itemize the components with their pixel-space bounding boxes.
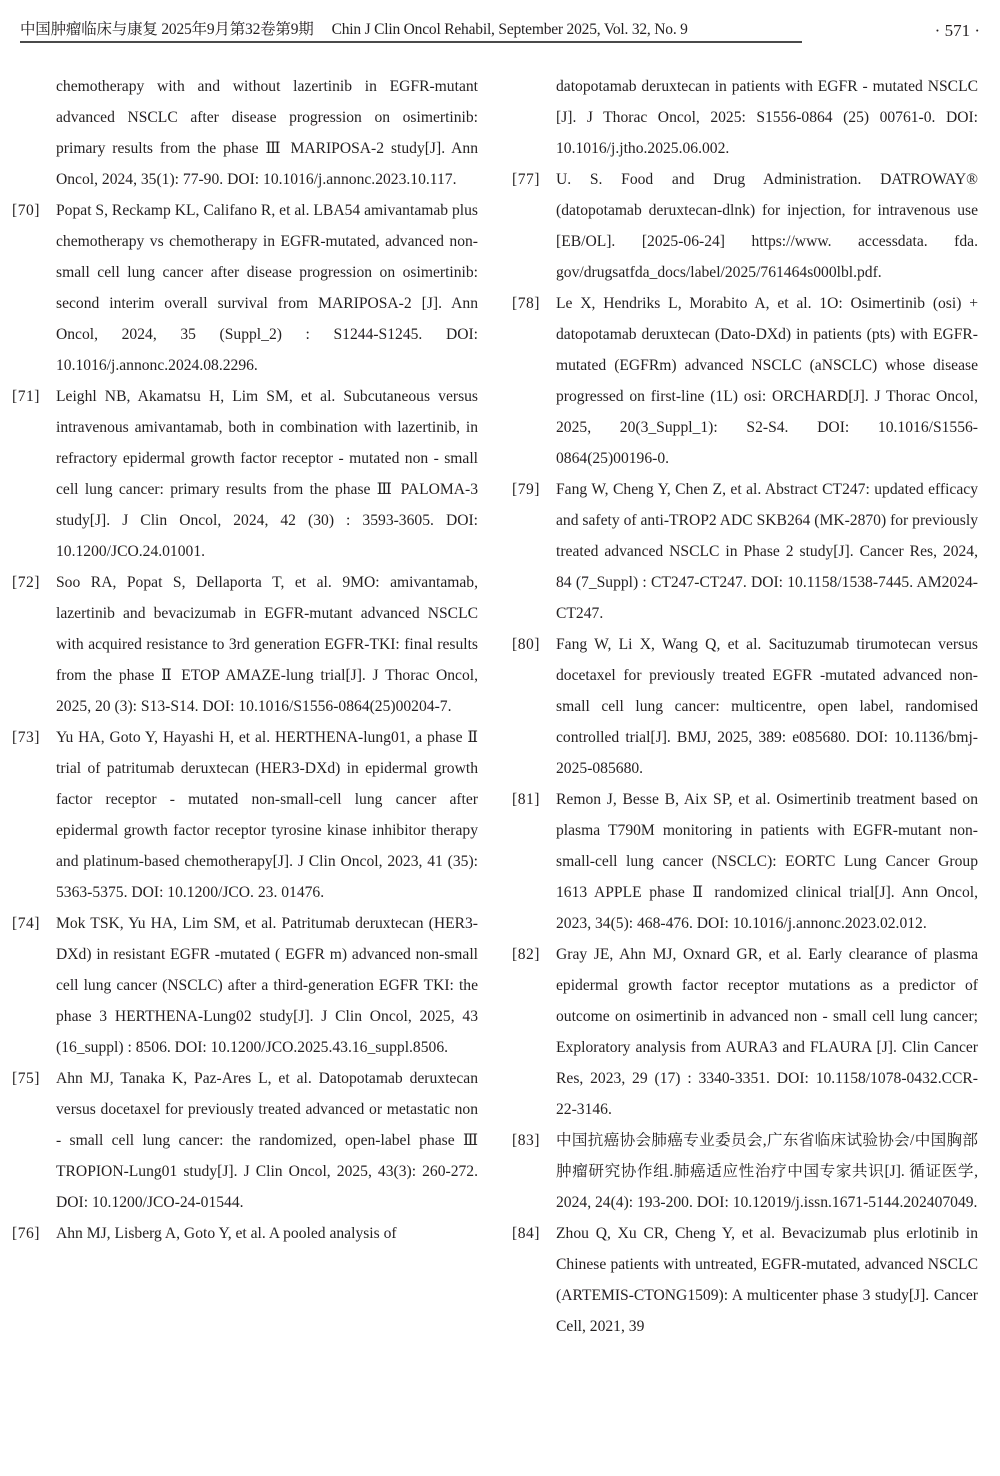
reference-item: [508, 288, 978, 474]
reference-number: [77]: [512, 171, 540, 188]
reference-item: [508, 474, 978, 629]
reference-item: [8, 381, 478, 567]
reference-item: [8, 71, 478, 195]
reference-number: [81]: [512, 791, 540, 808]
reference-number: [84]: [512, 1225, 540, 1242]
reference-number: [72]: [12, 574, 40, 591]
page-number: · 571 ·: [934, 21, 980, 40]
reference-number: [78]: [512, 295, 540, 312]
reference-item: [8, 195, 478, 381]
reference-number: [75]: [12, 1070, 40, 1087]
reference-text: Yu HA, Goto Y, Hayashi H, et al. HERTHENA-lung01, a phase Ⅱ trial of patritumab deruxtecan (HER3-DXd) in epidermal growth factor receptor - mutated non-small-cell lung cancer after epidermal growth factor receptor tyrosine kinase inhibitor therapy and platinum-based chemotherapy[J]. J Clin Oncol, 2023, 41 (35): 5363-5375. DOI: 10.1200/JCO. 23. 01476.: [56, 729, 478, 901]
reference-text: datopotamab deruxtecan in patients with EGFR - mutated NSCLC [J]. J Thorac Oncol, 2025: S1556-0864 (25) 00761-0. DOI: 10.1016/j.jtho.2025.06.002.: [556, 78, 978, 157]
journal-name-chinese: 中国肿瘤临床与康复 2025年9月第32卷第9期: [20, 21, 314, 38]
reference-text: chemotherapy with and without lazertinib in EGFR-mutant advanced NSCLC after disease progression on osimertinib: primary results from the phase Ⅲ MARIPOSA-2 study[J]. Ann Oncol, 2024, 35(1): 77-90. DOI: 10.1016/j.annonc.2023.10.117.: [56, 78, 478, 188]
reference-number: [80]: [512, 636, 540, 653]
reference-text: Ahn MJ, Tanaka K, Paz-Ares L, et al. Datopotamab deruxtecan versus docetaxel for previously treated advanced or metastatic non - small cell lung cancer: the randomized, open-label phase Ⅲ TROPION-Lung01 study[J]. J Clin Oncol, 2025, 43(3): 260-272. DOI: 10.1200/JCO-24-01544.: [56, 1070, 478, 1211]
reference-number: [79]: [512, 481, 540, 498]
reference-text: Soo RA, Popat S, Dellaporta T, et al. 9MO: amivantamab, lazertinib and bevacizumab in EGFR-mutant advanced NSCLC with acquired resistance to 3rd generation EGFR-TKI: final results from the phase Ⅱ ETOP AMAZE-lung trial[J]. J Thorac Oncol, 2025, 20 (3): S13-S14. DOI: 10.1016/S1556-0864(25)00204-7.: [56, 574, 478, 715]
reference-number: [73]: [12, 729, 40, 746]
reference-text: Mok TSK, Yu HA, Lim SM, et al. Patritumab deruxtecan (HER3-DXd) in resistant EGFR -mutated ( EGFR m) advanced non-small cell lung cancer (NSCLC) after a third-generation EGFR TKI: the phase 3 HERTHENA-Lung02 study[J]. J Clin Oncol, 2025, 43 (16_suppl) : 8506. DOI: 10.1200/JCO.2025.43.16_suppl.8506.: [56, 915, 478, 1056]
reference-item: [508, 1125, 978, 1218]
reference-text: U. S. Food and Drug Administration. DATROWAY® (datopotamab deruxtecan-dlnk) for injection, for intravenous use [EB/OL]. [2025-06-24] https://www. accessdata. fda. gov/drugsatfda_docs/label/2025/761464s000lbl.pdf.: [556, 171, 978, 281]
reference-column-left: [8, 71, 478, 1249]
reference-number: [70]: [12, 202, 40, 219]
journal-citation-line: [20, 20, 802, 43]
reference-text: Remon J, Besse B, Aix SP, et al. Osimertinib treatment based on plasma T790M monitoring in patients with EGFR-mutant non-small-cell lung cancer (NSCLC): EORTC Lung Cancer Group 1613 APPLE phase Ⅱ randomized clinical trial[J]. Ann Oncol, 2023, 34(5): 468-476. DOI: 10.1016/j.annonc.2023.02.012.: [556, 791, 978, 932]
reference-item: [8, 1218, 478, 1249]
reference-item: [8, 722, 478, 908]
reference-text: Fang W, Li X, Wang Q, et al. Sacituzumab tirumotecan versus docetaxel for previously treated EGFR -mutated advanced non-small cell lung cancer: multicentre, open label, randomised controlled trial[J]. BMJ, 2025, 389: e085680. DOI: 10.1136/bmj-2025-085680.: [556, 636, 978, 777]
reference-text: Leighl NB, Akamatsu H, Lim SM, et al. Subcutaneous versus intravenous amivantamab, both in combination with lazertinib, in refractory epidermal growth factor receptor - mutated non - small cell lung cancer: primary results from the phase Ⅲ PALOMA-3 study[J]. J Clin Oncol, 2024, 42 (30) : 3593-3605. DOI: 10.1200/JCO.24.01001.: [56, 388, 478, 560]
reference-text: Ahn MJ, Lisberg A, Goto Y, et al. A pooled analysis of: [56, 1225, 397, 1242]
journal-name-english: Chin J Clin Oncol Rehabil, September 2025, Vol. 32, No. 9: [331, 21, 688, 38]
reference-item: [8, 1063, 478, 1218]
reference-item: [508, 1218, 978, 1342]
reference-item: [508, 939, 978, 1125]
reference-number: [83]: [512, 1132, 540, 1149]
reference-number: [76]: [12, 1225, 40, 1242]
reference-item: [8, 567, 478, 722]
reference-text: Le X, Hendriks L, Morabito A, et al. 1O: Osimertinib (osi) + datopotamab deruxtecan (Dato-DXd) in patients (pts) with EGFR-mutated (EGFRm) advanced NSCLC (aNSCLC) whose disease progressed on first-line (1L) osi: ORCHARD[J]. J Thorac Oncol, 2025, 20(3_Suppl_1): S2-S4. DOI: 10.1016/S1556-0864(25)00196-0.: [556, 295, 978, 467]
reference-item: [508, 629, 978, 784]
reference-number: [82]: [512, 946, 540, 963]
reference-number: [74]: [12, 915, 40, 932]
reference-number: [71]: [12, 388, 40, 405]
reference-text: Fang W, Cheng Y, Chen Z, et al. Abstract CT247: updated efficacy and safety of anti-TROP2 ADC SKB264 (MK-2870) for previously treated advanced NSCLC in Phase 2 study[J]. Cancer Res, 2024, 84 (7_Suppl) : CT247-CT247. DOI: 10.1158/1538-7445. AM2024-CT247.: [556, 481, 978, 622]
reference-item: [8, 908, 478, 1063]
reference-text: Zhou Q, Xu CR, Cheng Y, et al. Bevacizumab plus erlotinib in Chinese patients with untreated, EGFR-mutated, advanced NSCLC (ARTEMIS-CTONG1509): A multicenter phase 3 study[J]. Cancer Cell, 2021, 39: [556, 1225, 978, 1335]
reference-item: [508, 71, 978, 164]
reference-column-right: [508, 71, 978, 1342]
reference-text: 中国抗癌协会肺癌专业委员会,广东省临床试验协会/中国胸部肿瘤研究协作组.肺癌适应性治疗中国专家共识[J]. 循证医学, 2024, 24(4): 193-200. DOI: 10.12019/j.issn.1671-5144.202407049.: [556, 1132, 978, 1211]
running-header: [20, 20, 980, 44]
reference-text: Popat S, Reckamp KL, Califano R, et al. LBA54 amivantamab plus chemotherapy vs chemotherapy in EGFR-mutated, advanced non-small cell lung cancer after disease progression on osimertinib: second interim overall survival from MARIPOSA-2 [J]. Ann Oncol, 2024, 35 (Suppl_2) : S1244-S1245. DOI: 10.1016/j.annonc.2024.08.2296.: [56, 202, 478, 374]
reference-item: [508, 164, 978, 288]
reference-text: Gray JE, Ahn MJ, Oxnard GR, et al. Early clearance of plasma epidermal growth factor receptor mutations as a predictor of outcome on osimertinib in advanced non - small cell lung cancer; Exploratory analysis from AURA3 and FLAURA [J]. Clin Cancer Res, 2023, 29 (17) : 3340-3351. DOI: 10.1158/1078-0432.CCR-22-3146.: [556, 946, 978, 1118]
reference-item: [508, 784, 978, 939]
